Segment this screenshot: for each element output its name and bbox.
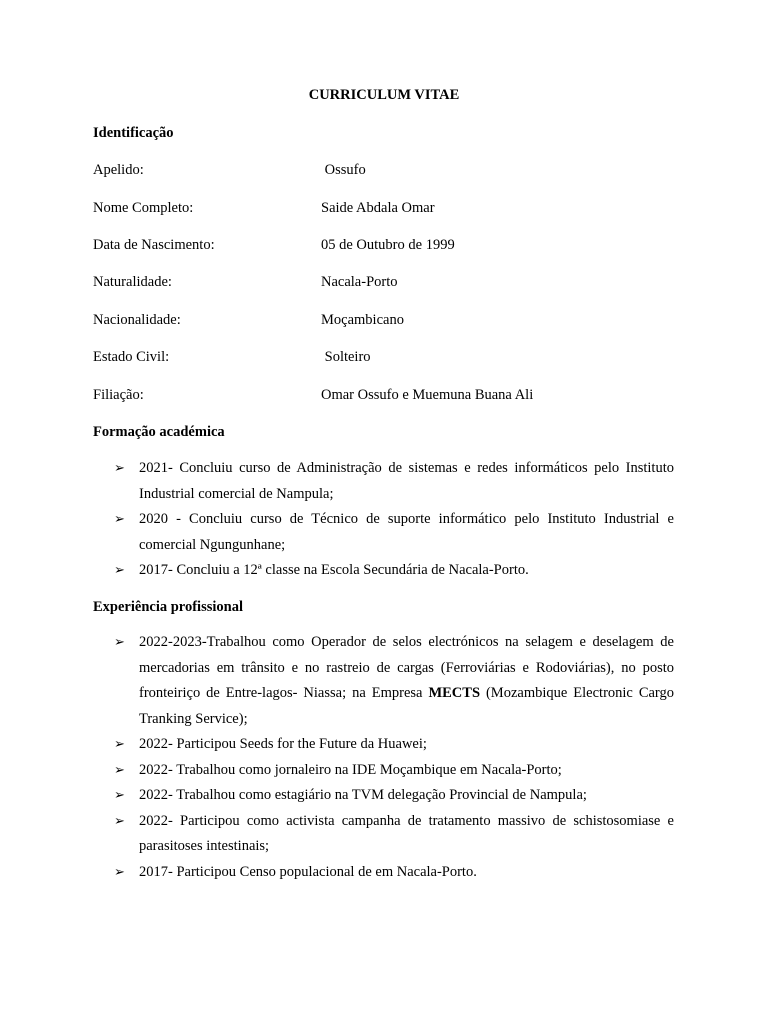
parentage-value: Omar Ossufo e Muemuna Buana Ali: [321, 387, 534, 403]
experience-item-text: 2022- Trabalhou como jornaleiro na IDE Moçambique em Nacala-Porto;: [139, 761, 562, 778]
arrow-bullet-icon: ➢: [114, 737, 125, 752]
arrow-bullet-icon: ➢: [114, 788, 125, 803]
list-item: [114, 860, 674, 886]
company-name: MECTS: [428, 685, 481, 701]
education-list: [114, 456, 674, 584]
birthplace-value: Nacala-Porto: [321, 274, 398, 290]
arrow-bullet-icon: ➢: [114, 762, 125, 778]
marital-status-label: Estado Civil:: [93, 349, 170, 365]
nationality-value: Moçambicano: [321, 312, 404, 328]
experience-item-text: 2022-2023-Trabalhou como Operador de selos electrónicos na selagem e deselagem de mercadorias em trânsito e no rastreio de cargas (Ferroviárias e Rodoviárias), no posto fronteiriço de Entre-lagos- Niassa; na Empresa MECTS (Mozambique Electronic Cargo Tranking Service);: [139, 634, 674, 727]
identification-heading: Identificação: [93, 125, 174, 141]
list-item: [114, 783, 674, 809]
birth-date-label: Data de Nascimento:: [93, 237, 215, 253]
surname-value: Ossufo: [321, 162, 366, 178]
arrow-bullet-icon: ➢: [114, 864, 125, 880]
marital-status-value: Solteiro: [321, 349, 371, 365]
arrow-bullet-icon: ➢: [114, 635, 125, 650]
arrow-bullet-icon: ➢: [114, 512, 125, 527]
experience-item-text: 2022- Trabalhou como estagiário na TVM delegação Provincial de Nampula;: [139, 787, 587, 803]
list-item: [114, 758, 674, 784]
list-item: [114, 732, 674, 758]
list-item: [114, 507, 674, 558]
list-item: [114, 456, 674, 507]
education-heading: Formação académica: [93, 424, 225, 440]
list-item: [114, 558, 674, 584]
experience-item-text: 2022- Participou Seeds for the Future da Huawei;: [139, 736, 427, 752]
experience-list: [114, 630, 674, 885]
full-name-label: Nome Completo:: [93, 200, 194, 216]
list-item: [114, 630, 674, 732]
parentage-label: Filiação:: [93, 387, 144, 403]
experience-heading: Experiência profissional: [93, 599, 243, 615]
surname-label: Apelido:: [93, 162, 144, 178]
document-title: CURRICULUM VITAE: [308, 87, 460, 103]
nationality-label: Nacionalidade:: [93, 312, 181, 328]
birthplace-label: Naturalidade:: [93, 274, 172, 290]
experience-item-text: 2022- Participou como activista campanha de tratamento massivo de schistosomiase e parasitoses intestinais;: [139, 812, 674, 854]
education-item-text: 2020 - Concluiu curso de Técnico de suporte informático pelo Instituto Industrial e comercial Ngungunhane;: [139, 511, 674, 553]
education-item-text: 2021- Concluiu curso de Administração de sistemas e redes informáticos pelo Instituto Industrial comercial de Nampula;: [139, 460, 674, 502]
full-name-value: Saide Abdala Omar: [321, 200, 435, 216]
education-item-text: 2017- Concluiu a 12ª classe na Escola Secundária de Nacala-Porto.: [139, 562, 529, 578]
arrow-bullet-icon: ➢: [114, 813, 125, 829]
birth-date-value: 05 de Outubro de 1999: [321, 237, 455, 253]
arrow-bullet-icon: ➢: [114, 563, 125, 578]
arrow-bullet-icon: ➢: [114, 461, 125, 476]
experience-item-text: 2017- Participou Censo populacional de em Nacala-Porto.: [139, 863, 477, 880]
list-item: [114, 809, 674, 860]
